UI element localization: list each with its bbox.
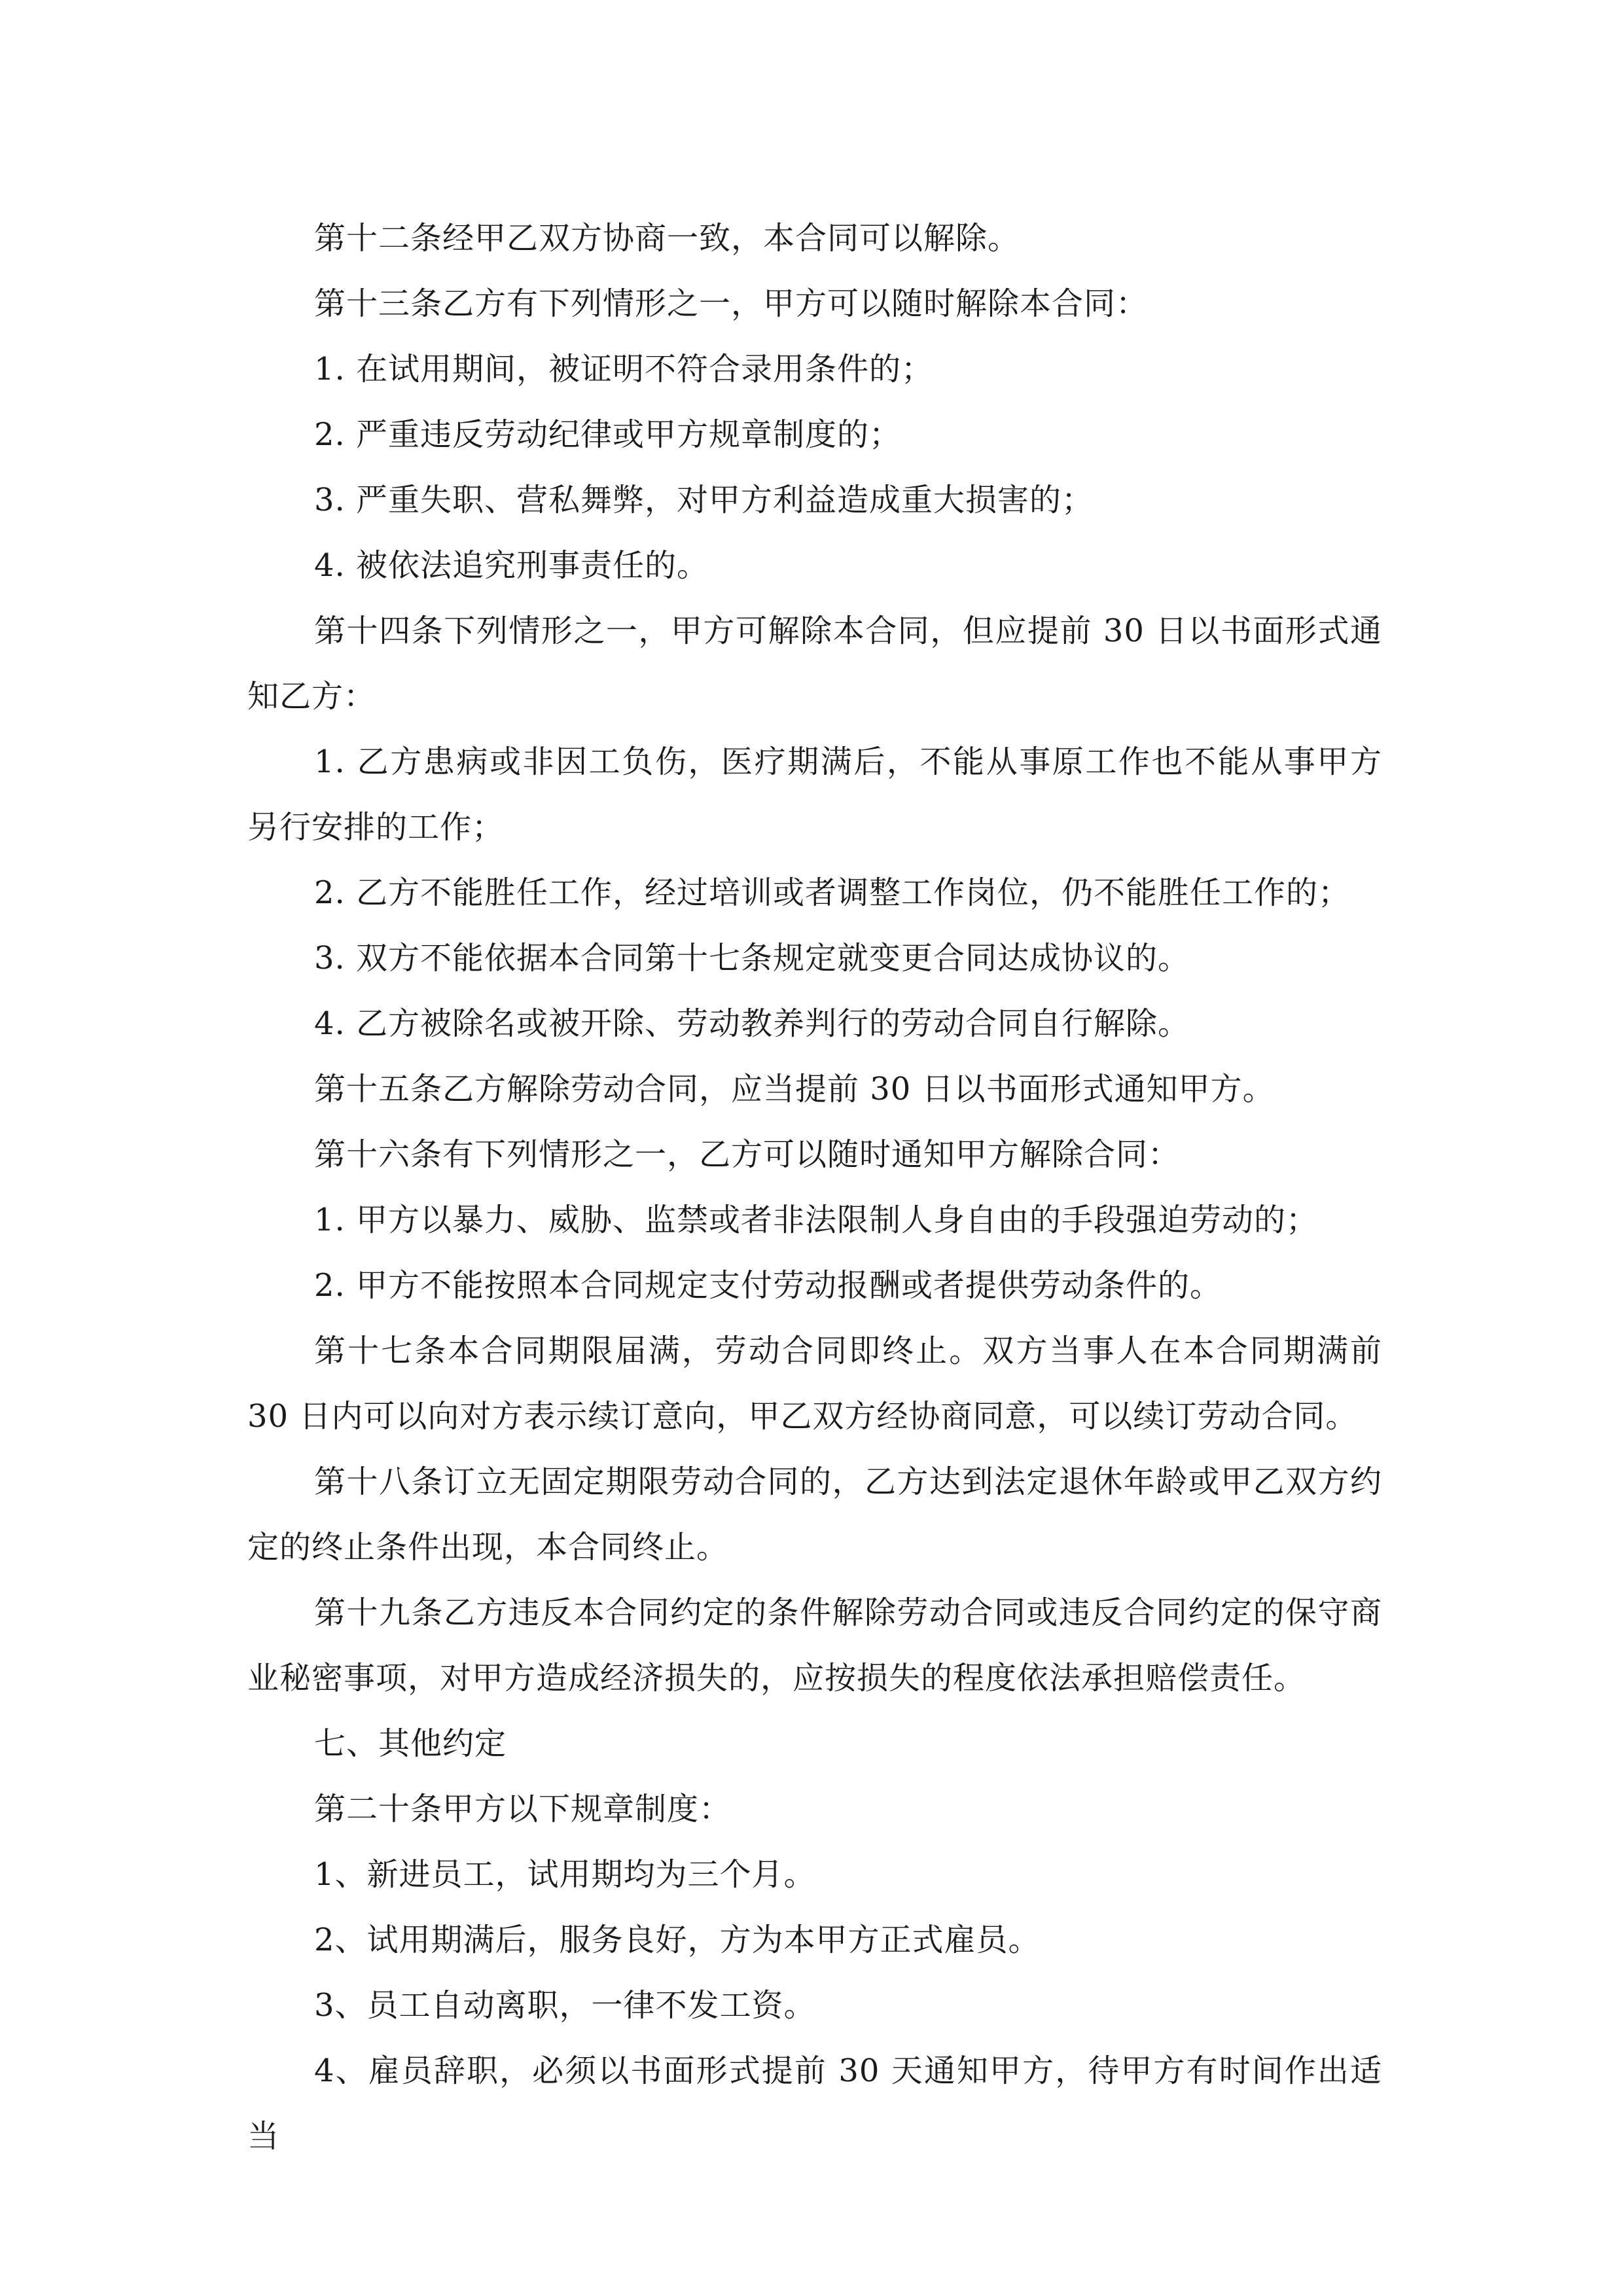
clause-20-item-1: 1、新进员工，试用期均为三个月。 xyxy=(314,1856,816,1893)
clause-13-item-4: 4. 被依法追究刑事责任的。 xyxy=(314,547,709,584)
clause-20-item-2: 2、试用期满后，服务良好，方为本甲方正式雇员。 xyxy=(314,1922,1041,1958)
document-body xyxy=(247,206,1382,2169)
clause-17: 第十七条本合同期限届满，劳动合同即终止。双方当事人在本合同期满前 30 日内可以向对方表示续订意向，甲乙双方经协商同意，可以续订劳动合同。 xyxy=(247,1333,1382,1435)
clause-14: 第十四条下列情形之一，甲方可解除本合同，但应提前 30 日以书面形式通知乙方： xyxy=(247,613,1382,715)
section-heading-other: 七、其他约定 xyxy=(314,1725,507,1762)
clause-14-item-1: 1. 乙方患病或非因工负伤，医疗期满后，不能从事原工作也不能从事甲方另行安排的工作； xyxy=(247,744,1382,846)
clause-12: 第十二条经甲乙双方协商一致，本合同可以解除。 xyxy=(314,220,1020,257)
clause-19: 第十九条乙方违反本合同约定的条件解除劳动合同或违反合同约定的保守商业秘密事项，对甲方造成经济损失的，应按损失的程度依法承担赔偿责任。 xyxy=(247,1594,1382,1696)
clause-13-item-3: 3. 严重失职、营私舞弊，对甲方利益造成重大损害的； xyxy=(314,482,1094,518)
clause-20-item-4: 4、雇员辞职，必须以书面形式提前 30 天通知甲方，待甲方有时间作出适当 xyxy=(247,2053,1382,2155)
clause-14-item-3: 3. 双方不能依据本合同第十七条规定就变更合同达成协议的。 xyxy=(314,940,1190,977)
clause-20-item-3: 3、员工自动离职，一律不发工资。 xyxy=(314,1987,816,2024)
clause-14-item-4: 4. 乙方被除名或被开除、劳动教养判行的劳动合同自行解除。 xyxy=(314,1005,1190,1042)
clause-13-item-1: 1. 在试用期间，被证明不符合录用条件的； xyxy=(314,351,934,387)
clause-20: 第二十条甲方以下规章制度： xyxy=(314,1791,732,1827)
clause-13: 第十三条乙方有下列情形之一，甲方可以随时解除本合同： xyxy=(314,285,1149,322)
clause-18: 第十八条订立无固定期限劳动合同的，乙方达到法定退休年龄或甲乙双方约定的终止条件出现，本合同终止。 xyxy=(247,1463,1382,1566)
clause-13-item-2: 2. 严重违反劳动纪律或甲方规章制度的； xyxy=(314,416,902,453)
clause-16-item-2: 2. 甲方不能按照本合同规定支付劳动报酬或者提供劳动条件的。 xyxy=(314,1267,1222,1304)
clause-15: 第十五条乙方解除劳动合同，应当提前 30 日以书面形式通知甲方。 xyxy=(314,1071,1275,1107)
clause-16-item-1: 1. 甲方以暴力、威胁、监禁或者非法限制人身自由的手段强迫劳动的； xyxy=(314,1202,1319,1238)
clause-14-item-2: 2. 乙方不能胜任工作，经过培训或者调整工作岗位，仍不能胜任工作的； xyxy=(314,874,1351,911)
clause-16: 第十六条有下列情形之一，乙方可以随时通知甲方解除合同： xyxy=(314,1136,1181,1173)
